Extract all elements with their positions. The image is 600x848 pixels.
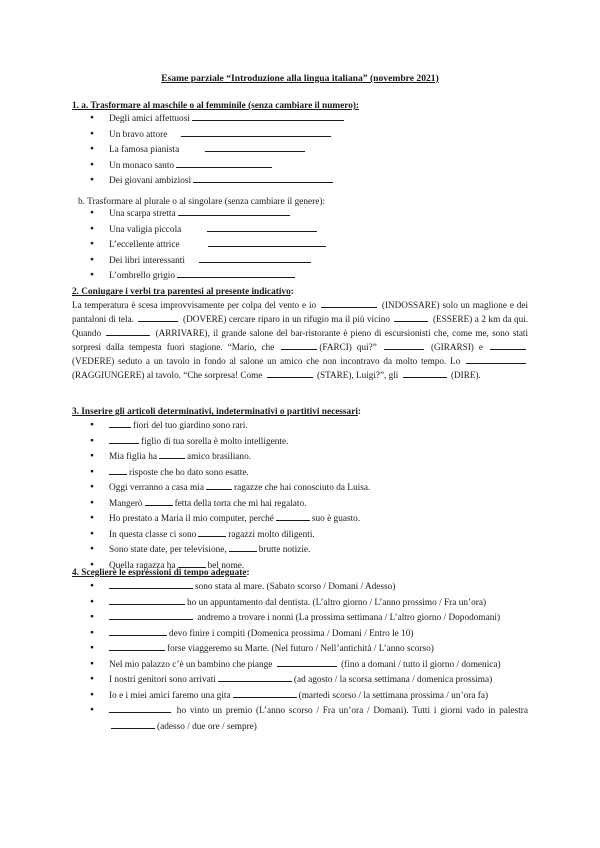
answer-blank[interactable]	[267, 369, 313, 378]
answer-blank[interactable]	[177, 268, 295, 278]
answer-blank[interactable]	[109, 418, 131, 428]
answer-blank[interactable]	[403, 369, 447, 378]
list-item: ● Una scarpa stretta	[90, 206, 530, 222]
list-item: ● Quella ragazza ha bel nome.	[90, 558, 530, 574]
section4-list	[90, 579, 528, 734]
answer-blank[interactable]	[109, 434, 139, 444]
answer-blank[interactable]	[277, 657, 337, 667]
answer-blank[interactable]	[138, 313, 178, 322]
answer-blank[interactable]	[192, 111, 344, 121]
answer-blank[interactable]	[111, 719, 155, 729]
list-item: ● Dei giovani ambiziosi	[90, 173, 530, 189]
list-item: ● Un bravo attore	[90, 127, 530, 143]
answer-blank[interactable]	[218, 672, 292, 682]
answer-blank[interactable]	[206, 480, 232, 490]
list-item: ● Ho prestato a Maria il mio computer, perché suo è guasto.	[90, 511, 530, 527]
answer-blank[interactable]	[233, 688, 297, 698]
answer-blank[interactable]	[198, 527, 226, 537]
section1b-list	[90, 206, 530, 284]
answer-blank[interactable]	[490, 341, 526, 350]
list-item: ● Nel mio palazzo c’è un bambino che piange (fino a domani / tutto il giorno / domenica)	[90, 657, 528, 673]
answer-blank[interactable]	[466, 355, 526, 364]
answer-blank[interactable]	[181, 127, 331, 137]
answer-blank[interactable]	[394, 313, 428, 322]
list-item: ● Degli amici affettuosi	[90, 111, 530, 127]
list-item: ● Sono state date, per televisione, brutte notizie.	[90, 542, 530, 558]
list-item: ● Oggi verranno a casa mia ragazze che hai conosciuto da Luisa.	[90, 480, 530, 496]
list-item: ● Mia figlia ha amico brasiliano.	[90, 449, 530, 465]
answer-blank[interactable]	[176, 158, 272, 168]
list-item: ● L’eccellente attrice	[90, 237, 530, 253]
section1-heading: 1. a. Trasformare al maschile o al femminile (senza cambiare il numero):	[72, 101, 360, 111]
answer-blank[interactable]	[159, 449, 185, 459]
answer-blank[interactable]	[178, 558, 206, 568]
list-item: ● devo finire i compiti (Domenica prossima / Domani / Entro le 10)	[90, 626, 528, 642]
answer-blank[interactable]	[199, 253, 311, 263]
section1-list	[90, 111, 530, 189]
answer-blank[interactable]	[109, 595, 185, 605]
answer-blank[interactable]	[321, 299, 377, 308]
list-item: ● La famosa pianista	[90, 142, 530, 158]
list-item: ● sono stata al mare. (Sabato scorso / Domani / Adesso)	[90, 579, 528, 595]
list-item: ● andremo a trovare i nonni (La prossima settimana / L’altro giorno / Dopodomani)	[90, 610, 528, 626]
list-item: ● risposte che ho dato sono esatte.	[90, 465, 530, 481]
list-item: ● fiori del tuo giardino sono rari.	[90, 418, 530, 434]
answer-blank[interactable]	[207, 222, 317, 232]
list-item: ● Io e i miei amici faremo una gita (martedì scorso / la settimana prossima / un’ora fa)	[90, 688, 528, 704]
list-item: ● forse viaggeremo su Marte. (Nel futuro / Nell’antichità / L’anno scorso)	[90, 641, 528, 657]
answer-blank[interactable]	[276, 511, 310, 521]
answer-blank[interactable]	[229, 542, 257, 552]
answer-blank[interactable]	[109, 465, 127, 475]
answer-blank[interactable]	[109, 641, 165, 651]
list-item: ● I nostri genitori sono arrivati (ad agosto / la scorsa settimana / domenica prossima)	[90, 672, 528, 688]
answer-blank[interactable]	[109, 703, 171, 713]
page-title: Esame parziale “Introduzione alla lingua italiana” (novembre 2021)	[161, 73, 439, 84]
answer-blank[interactable]	[178, 206, 290, 216]
answer-blank[interactable]	[208, 237, 326, 247]
answer-blank[interactable]	[109, 579, 193, 589]
section3-heading: 3. Inserire gli articoli determinativi, indeterminativi o partitivi necessari:	[72, 407, 362, 417]
list-item: ● L’ombrello grigio	[90, 268, 530, 284]
list-item: ● ho un appuntamento dal dentista. (L’altro giorno / L’anno prossimo / Fra un’ora)	[90, 595, 528, 611]
section2-heading: 2. Coniugare i verbi tra parentesi al presente indicativo:	[72, 287, 294, 297]
section3-list	[90, 418, 530, 573]
answer-blank[interactable]	[193, 173, 333, 183]
list-item: ● figlio di tua sorella è molto intelligente.	[90, 434, 530, 450]
list-item: ● Una valigia piccola	[90, 222, 530, 238]
answer-blank[interactable]	[109, 610, 193, 620]
list-item: ● In questa classe ci sono ragazzi molto diligenti.	[90, 527, 530, 543]
list-item: ● Dei libri interessanti	[90, 253, 530, 269]
list-item: ● ho vinto un premio (L’anno scorso / Fra un’ora / Domani). Tutti i giorni vado in palestra (adesso / due ore / sempre)	[90, 703, 528, 734]
section2-paragraph: La temperatura è scesa improvvisamente per colpa del vento e io (INDOSSARE) solo un maglione e dei pantaloni di tela. (DOVERE) cercare riparo in un rifugio ma il più vicino (ESSERE) a 2 km da qui. Quando (ARRIVARE), il grande salone del bar-ristorante è pieno di escursionisti che, come me, sono stati sorpresi dalla tempesta fuori stagione. “Mario, che (FARCI) qui?” (GIRARSI) e (VEDERE) seduto a un tavolo in fondo al salone un amico che non incontravo da molto tempo. Lo (RAGGIUNGERE) al tavolo. “Che sorpresa! Come (STARE), Luigi?”, gli (DIRE).	[72, 300, 529, 380]
answer-blank[interactable]	[109, 626, 167, 636]
answer-blank[interactable]	[106, 327, 150, 336]
list-item: ● Un monaco santo	[90, 158, 530, 174]
section4-heading: 4. Scegliere le espressioni di tempo adeguate:	[72, 568, 250, 578]
answer-blank[interactable]	[205, 142, 305, 152]
answer-blank[interactable]	[145, 496, 173, 506]
list-item: ● Mangerò fetta della torta che mi hai regalato.	[90, 496, 530, 512]
answer-blank[interactable]	[384, 341, 424, 350]
section1b-heading: b. Trasformare al plurale o al singolare (senza cambiare il genere):	[78, 197, 326, 207]
answer-blank[interactable]	[281, 341, 317, 350]
